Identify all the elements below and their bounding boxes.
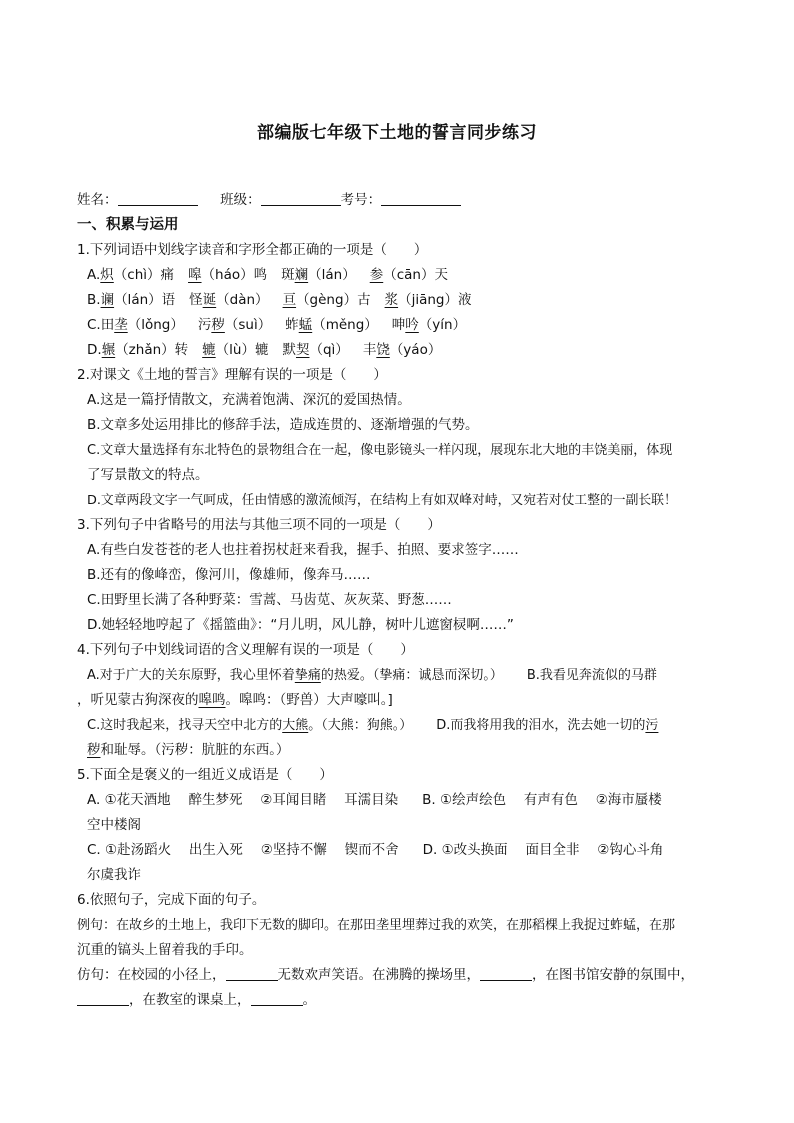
question-4-option-b-cont: ，听见蒙古狗深夜的嗥鸣。嗥鸣：（野兽）大声嚎叫。] xyxy=(77,692,393,708)
name-label: 姓名： xyxy=(77,192,118,208)
question-2-option-a: A.这是一篇抒情散文，充满着饱满、深沉的爱国热情。 xyxy=(87,392,411,408)
question-1-stem: 1.下列词语中划线字读音和字形全都正确的一项是（ ） xyxy=(77,242,428,258)
exam-label: 考号： xyxy=(340,192,382,208)
question-6-stem: 6.依照句子，完成下面的句子。 xyxy=(77,892,266,908)
question-5-options-ab xyxy=(77,788,717,813)
question-2-option-d: D.文章两段文字一气呵成，任由情感的激流倾泻，在结构上有如双峰对峙，又宛若对仗工整的一副长联！ xyxy=(87,493,677,508)
question-5-option-d: D. ①改头换面 面目全非 ②钩心斗角 xyxy=(422,842,664,858)
name-blank[interactable] xyxy=(118,190,198,206)
question-5-option-a: A. ①花天酒地 醉生梦死 ②耳闻目睹 耳濡目染 xyxy=(87,792,399,808)
document-body xyxy=(77,188,717,1013)
page-title: 部编版七年级下土地的誓言同步练习 xyxy=(257,123,537,143)
question-3-option-d: D.她轻轻地哼起了《摇篮曲》：“月儿明，风儿静，树叶儿遮窗棂啊……” xyxy=(87,617,514,633)
question-2-option-c-cont: 了写景散文的特点。 xyxy=(87,467,209,483)
question-1-option-b: B.谰（lán）语 怪诞（dàn） 亘（gèng）古 浆（jiāng）液 xyxy=(87,292,472,308)
question-6-imitation-cont: ，在教室的课桌上， 。 xyxy=(77,988,717,1013)
class-label: 班级： xyxy=(220,192,261,208)
question-5-option-d-cont: 尔虞我诈 xyxy=(87,867,141,883)
student-info-row xyxy=(77,188,717,213)
exam-blank[interactable] xyxy=(381,190,461,206)
answer-blank-2[interactable] xyxy=(480,965,532,981)
question-1-option-a: A.炽（chì）痛 嗥（háo）鸣 斑斓（lán） 参（cān）天 xyxy=(87,267,448,283)
question-3-option-a: A.有些白发苍苍的老人也拄着拐杖赶来看我，握手、拍照、要求签字…… xyxy=(87,542,519,558)
question-4-option-a: A.对于广大的关东原野，我心里怀着挚痛的热爱。（挚痛：诚恳而深切。） B.我看见奔流似的马群 xyxy=(87,668,657,683)
question-2-stem: 2.对课文《土地的誓言》理解有误的一项是（ ） xyxy=(77,367,387,383)
question-6-example: 例句：在故乡的土地上，我印下无数的脚印。在那田垄里埋葬过我的欢笑，在那稻棵上我捉过蚱蜢，在那 xyxy=(77,918,676,933)
class-blank[interactable] xyxy=(261,190,341,206)
answer-blank-1[interactable] xyxy=(226,965,278,981)
question-6-example-cont: 沉重的镐头上留着我的手印。 xyxy=(77,942,253,958)
question-2-option-c: C.文章大量选择有东北特色的景物组合在一起，像电影镜头一样闪现，展现东北大地的丰饶美丽，体现 xyxy=(87,443,673,458)
question-5-stem: 5.下面全是褒义的一组近义成语是（ ） xyxy=(77,767,333,783)
question-4-option-c: C.这时我起来，找寻天空中北方的大熊。（大熊：狗熊。） D.而我将用我的泪水，洗去她一切的污 xyxy=(87,718,659,733)
question-1-option-d: D.辗（zhǎn）转 辘（lù）辘 默契（qì） 丰饶（yáo） xyxy=(87,342,442,358)
question-1-option-c: C.田垄（lǒng） 污秽（suì） 蚱蜢（měng） 呻吟（yín） xyxy=(87,317,467,333)
question-5-option-b-cont: 空中楼阁 xyxy=(87,817,141,833)
question-4-stem: 4.下列句子中划线词语的含义理解有误的一项是（ ） xyxy=(77,642,414,658)
question-3-stem: 3.下列句子中省略号的用法与其他三项不同的一项是（ ） xyxy=(77,517,441,533)
question-5-option-b: B. ①绘声绘色 有声有色 ②海市蜃楼 xyxy=(422,792,662,808)
question-2-option-b: B.文章多处运用排比的修辞手法，造成连贯的、逐渐增强的气势。 xyxy=(87,417,479,433)
question-6-imitation: 仿句：在校园的小径上， 无数欢声笑语。在沸腾的操场里， ，在图书馆安静的氛围中， xyxy=(77,967,694,983)
question-3-option-b: B.还有的像峰峦，像河川，像雄师，像奔马…… xyxy=(87,567,371,583)
question-3-option-c: C.田野里长满了各种野菜：雪蒿、马齿苋、灰灰菜、野葱…… xyxy=(87,592,452,608)
answer-blank-3[interactable] xyxy=(77,990,129,1006)
question-4-option-d-cont: 秽和耻辱。（污秽：肮脏的东西。） xyxy=(87,742,290,758)
question-5-options-cd xyxy=(77,838,717,863)
section-heading: 一、积累与运用 xyxy=(77,217,179,233)
answer-blank-4[interactable] xyxy=(251,990,303,1006)
question-5-option-c: C. ①赴汤蹈火 出生入死 ②坚持不懈 锲而不舍 xyxy=(87,842,399,858)
